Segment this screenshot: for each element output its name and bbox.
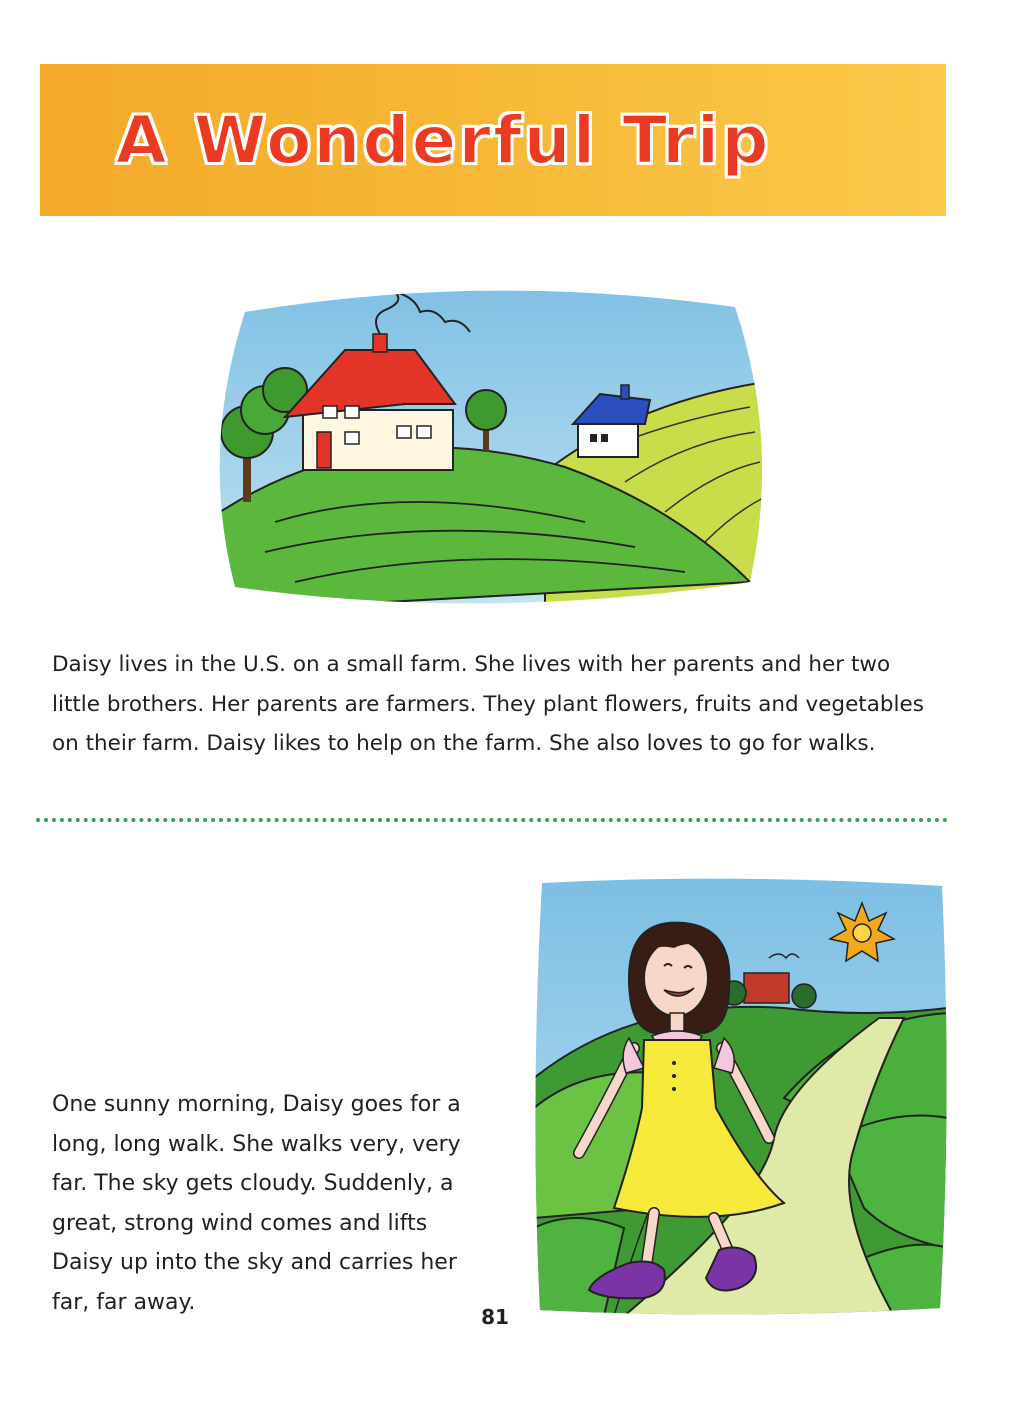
- page-number: 81: [481, 1305, 509, 1329]
- story-paragraph-2: One sunny morning, Daisy goes for a long, long walk. She walks very, very far. The sky gets cloudy. Suddenly, a great, strong wind comes and lifts Daisy up into the sky and carries her far, far away.: [52, 1092, 461, 1315]
- section-divider: [36, 818, 948, 822]
- story-paragraph-1: Daisy lives in the U.S. on a small farm. She lives with her parents and her two little brothers. Her parents are farmers. They plant flowers, fruits and vegetables on their farm. Daisy likes to help on the farm. She also loves to go for walks.: [52, 652, 924, 756]
- farm-illustration: [205, 282, 775, 612]
- girl-walking-illustration: [534, 878, 948, 1316]
- title-banner: [40, 64, 946, 216]
- page-title: A Wonderful Trip: [115, 101, 771, 179]
